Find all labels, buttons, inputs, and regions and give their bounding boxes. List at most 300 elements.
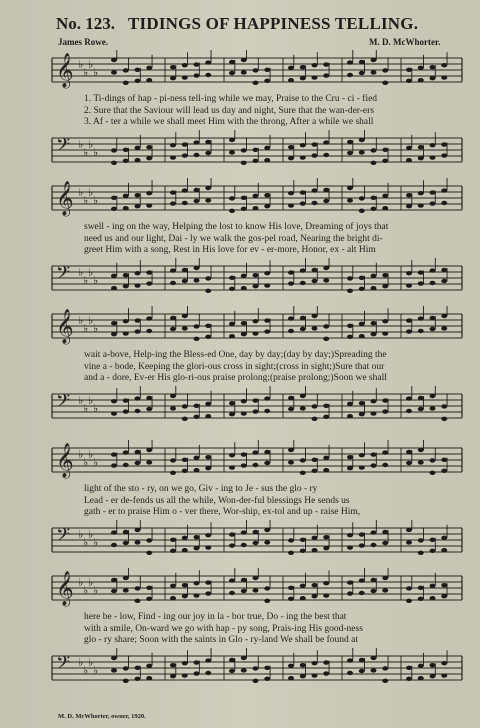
note-head — [170, 406, 176, 410]
note-head — [241, 656, 247, 660]
note-head — [406, 666, 412, 670]
note-head — [288, 664, 294, 668]
note-head — [441, 326, 447, 330]
note-head — [111, 58, 117, 62]
note-head — [347, 466, 353, 470]
note-head — [253, 159, 259, 163]
note-head — [253, 450, 259, 454]
note-head — [288, 191, 294, 195]
note-head — [135, 409, 141, 413]
note-head — [288, 156, 294, 160]
treble-staff-4 — [50, 440, 464, 482]
note-head — [359, 196, 365, 200]
flat-sign-icon: ♭ — [88, 314, 94, 327]
note-head — [418, 586, 424, 590]
note-head — [418, 281, 424, 285]
lyrics-system-2 — [84, 222, 388, 257]
note-head — [406, 146, 412, 150]
note-head — [347, 402, 353, 406]
note-head — [123, 541, 129, 545]
note-head — [264, 146, 270, 150]
note-head — [170, 190, 176, 194]
note-head — [205, 140, 211, 144]
note-head — [170, 316, 176, 320]
note-head — [347, 324, 353, 328]
note-head — [229, 138, 235, 142]
note-head — [123, 206, 129, 210]
note-head — [371, 70, 377, 74]
note-head — [312, 404, 318, 408]
note-head — [382, 194, 388, 198]
note-head — [229, 669, 235, 673]
note-head — [430, 596, 436, 600]
note-head — [194, 535, 200, 539]
note-head — [312, 326, 318, 330]
note-head — [359, 138, 365, 142]
note-head — [264, 193, 270, 197]
note-head — [194, 73, 200, 77]
note-head — [359, 591, 365, 595]
note-head — [229, 196, 235, 200]
note-head — [347, 335, 353, 339]
note-head — [182, 188, 188, 192]
bass-staff-2 — [50, 258, 464, 300]
note-head — [406, 193, 412, 197]
note-head — [382, 159, 388, 163]
note-head — [359, 209, 365, 213]
note-head — [229, 150, 235, 154]
note-head — [312, 75, 318, 79]
note-head — [264, 204, 270, 208]
note-head — [146, 66, 152, 70]
treble-clef-icon: 𝄞 — [56, 181, 74, 216]
lyric-verse-3: gath - er to praise Him o - ver there, Wor-ship, ex-tol and up - raise Him, — [84, 507, 361, 517]
note-head — [323, 404, 329, 408]
note-head — [253, 319, 259, 323]
note-head — [111, 656, 117, 660]
note-head — [418, 664, 424, 668]
note-head — [430, 76, 436, 80]
note-head — [347, 414, 353, 418]
note-head — [406, 409, 412, 413]
note-head — [359, 453, 365, 457]
flat-sign-icon: ♭ — [88, 576, 94, 589]
note-head — [205, 60, 211, 64]
note-head — [229, 401, 235, 405]
note-head — [182, 153, 188, 157]
treble-staff-2 — [50, 178, 464, 220]
note-head — [205, 324, 211, 328]
note-head — [406, 461, 412, 465]
note-head — [253, 576, 259, 580]
note-head — [241, 286, 247, 290]
note-head — [264, 540, 270, 544]
note-head — [111, 321, 117, 325]
note-head — [170, 143, 176, 147]
note-head — [135, 204, 141, 208]
note-head — [182, 268, 188, 272]
flat-sign-icon: ♭ — [88, 656, 94, 669]
note-head — [111, 161, 117, 165]
note-head — [264, 450, 270, 454]
treble-staff-1 — [50, 50, 464, 92]
lyric-verse-1: wait a-bove, Help-ing the Bless-ed One, day by day;(day by day;)Spreading the — [84, 350, 387, 360]
flat-sign-icon: ♭ — [93, 322, 99, 335]
note-head — [441, 188, 447, 192]
flat-sign-icon: ♭ — [88, 266, 94, 279]
lyrics-system-3 — [84, 350, 387, 385]
note-head — [359, 465, 365, 469]
note-head — [323, 456, 329, 460]
note-head — [323, 266, 329, 270]
note-head — [253, 68, 259, 72]
note-head — [347, 545, 353, 549]
bass-staff-4 — [50, 520, 464, 562]
note-head — [300, 674, 306, 678]
note-head — [382, 409, 388, 413]
note-head — [323, 324, 329, 328]
bass-clef-icon: 𝄢 — [56, 525, 71, 550]
note-head — [288, 203, 294, 207]
note-head — [182, 279, 188, 283]
note-head — [111, 399, 117, 403]
note-head — [300, 406, 306, 410]
note-head — [205, 414, 211, 418]
note-head — [323, 278, 329, 282]
note-head — [288, 329, 294, 333]
note-head — [382, 284, 388, 288]
treble-clef-icon: 𝄞 — [56, 443, 74, 478]
note-head — [241, 543, 247, 547]
note-head — [430, 584, 436, 588]
flat-sign-icon: ♭ — [93, 536, 99, 549]
note-head — [123, 159, 129, 163]
flat-sign-icon: ♭ — [93, 146, 99, 159]
flat-sign-icon: ♭ — [78, 186, 84, 199]
lyric-verse-2: need us and our light, Dai - ly we walk the gos-pel road, Nearing the bright di- — [84, 233, 383, 244]
note-head — [135, 193, 141, 197]
copyright-footer: M. D. McWhorter, owner, 1920. — [58, 713, 146, 720]
flat-sign-icon: ♭ — [78, 448, 84, 461]
lyric-verse-2: vine a - bode, Keeping the glori-ous cross in sight;(cross in sight;)Sure that our — [84, 361, 385, 372]
note-head — [253, 463, 259, 467]
note-head — [194, 581, 200, 585]
note-head — [441, 314, 447, 318]
note-head — [253, 409, 259, 413]
note-head — [430, 458, 436, 462]
note-head — [418, 191, 424, 195]
note-head — [123, 576, 129, 580]
note-head — [371, 148, 377, 152]
note-head — [194, 456, 200, 460]
note-head — [300, 327, 306, 331]
note-head — [205, 186, 211, 190]
note-head — [123, 284, 129, 288]
flat-sign-icon: ♭ — [88, 138, 94, 151]
note-head — [418, 597, 424, 601]
flat-sign-icon: ♭ — [93, 456, 99, 469]
note-head — [312, 458, 318, 462]
note-head — [170, 549, 176, 553]
flat-sign-icon: ♭ — [83, 322, 89, 335]
note-head — [347, 151, 353, 155]
note-head — [430, 155, 436, 159]
note-head — [170, 281, 176, 285]
note-head — [111, 274, 117, 278]
note-head — [359, 412, 365, 416]
note-head — [382, 588, 388, 592]
note-head — [418, 156, 424, 160]
note-head — [146, 448, 152, 452]
note-head — [300, 538, 306, 542]
note-head — [418, 407, 424, 411]
note-head — [264, 528, 270, 532]
flat-sign-icon: ♭ — [78, 266, 84, 279]
flat-sign-icon: ♭ — [83, 274, 89, 287]
note-head — [371, 530, 377, 534]
note-head — [300, 281, 306, 285]
note-head — [205, 335, 211, 339]
note-head — [312, 417, 318, 421]
note-head — [241, 399, 247, 403]
note-head — [371, 196, 377, 200]
note-head — [371, 321, 377, 325]
note-head — [441, 201, 447, 205]
note-head — [300, 458, 306, 462]
note-head — [359, 60, 365, 64]
note-head — [111, 332, 117, 336]
note-head — [300, 65, 306, 69]
note-head — [312, 536, 318, 540]
bass-clef-icon: 𝄢 — [56, 263, 71, 288]
note-head — [418, 78, 424, 82]
flat-sign-icon: ♭ — [88, 528, 94, 541]
note-head — [182, 63, 188, 67]
note-head — [264, 461, 270, 465]
note-head — [430, 190, 436, 194]
note-head — [323, 62, 329, 66]
note-head — [182, 548, 188, 552]
note-head — [194, 188, 200, 192]
note-head — [135, 396, 141, 400]
note-head — [253, 588, 259, 592]
note-head — [371, 578, 377, 582]
flat-sign-icon: ♭ — [83, 146, 89, 159]
note-head — [146, 78, 152, 82]
note-head — [441, 458, 447, 462]
note-head — [229, 209, 235, 213]
note-head — [111, 463, 117, 467]
flat-sign-icon: ♭ — [93, 584, 99, 597]
note-head — [382, 206, 388, 210]
note-head — [359, 543, 365, 547]
note-head — [300, 316, 306, 320]
note-head — [194, 278, 200, 282]
note-head — [146, 281, 152, 285]
note-head — [182, 201, 188, 205]
note-head — [182, 536, 188, 540]
note-head — [194, 199, 200, 203]
note-head — [312, 469, 318, 473]
note-head — [441, 142, 447, 146]
note-head — [229, 578, 235, 582]
note-head — [430, 394, 436, 398]
note-head — [253, 284, 259, 288]
flat-sign-icon: ♭ — [78, 394, 84, 407]
note-head — [205, 289, 211, 293]
note-head — [123, 588, 129, 592]
note-head — [135, 599, 141, 603]
note-head — [194, 337, 200, 341]
note-head — [441, 268, 447, 272]
note-head — [123, 319, 129, 323]
note-head — [347, 533, 353, 537]
note-head — [323, 535, 329, 539]
note-head — [288, 460, 294, 464]
note-head — [288, 396, 294, 400]
note-head — [323, 199, 329, 203]
note-head — [347, 73, 353, 77]
note-head — [135, 146, 141, 150]
note-head — [170, 394, 176, 398]
note-head — [146, 316, 152, 320]
note-head — [229, 334, 235, 338]
note-head — [418, 270, 424, 274]
flat-sign-icon: ♭ — [93, 274, 99, 287]
note-head — [123, 273, 129, 277]
flat-sign-icon: ♭ — [83, 664, 89, 677]
note-head — [205, 73, 211, 77]
note-head — [418, 316, 424, 320]
note-head — [264, 283, 270, 287]
lyric-verse-2: with a smile, On-ward we go with hap - py song, Prais-ing His good-ness — [84, 623, 363, 634]
note-head — [194, 153, 200, 157]
note-head — [300, 596, 306, 600]
note-head — [430, 406, 436, 410]
note-head — [406, 68, 412, 72]
note-head — [371, 399, 377, 403]
note-head — [170, 201, 176, 205]
flat-sign-icon: ♭ — [88, 186, 94, 199]
note-head — [194, 404, 200, 408]
note-head — [264, 666, 270, 670]
note-head — [170, 674, 176, 678]
note-head — [264, 68, 270, 72]
note-head — [418, 396, 424, 400]
note-head — [288, 270, 294, 274]
treble-clef-icon: 𝄞 — [56, 53, 74, 88]
note-head — [146, 664, 152, 668]
note-head — [146, 156, 152, 160]
note-head — [123, 68, 129, 72]
note-head — [300, 394, 306, 398]
note-head — [182, 142, 188, 146]
note-head — [170, 596, 176, 600]
note-head — [205, 151, 211, 155]
lyric-verse-1: 1. Ti-dings of hap - pi-ness tell-ing while we may, Praise to the Cru - ci - fied — [84, 94, 378, 104]
note-head — [194, 140, 200, 144]
flat-sign-icon: ♭ — [88, 394, 94, 407]
note-head — [359, 276, 365, 280]
note-head — [406, 204, 412, 208]
note-head — [406, 528, 412, 532]
note-head — [135, 528, 141, 532]
note-head — [146, 396, 152, 400]
note-head — [264, 271, 270, 275]
note-head — [135, 68, 141, 72]
note-head — [170, 65, 176, 69]
note-head — [241, 452, 247, 456]
lyric-verse-1: light of the sto - ry, on we go, Giv - ing to Je - sus the glo - ry — [84, 484, 318, 494]
note-head — [123, 81, 129, 85]
note-head — [229, 591, 235, 595]
note-head — [371, 332, 377, 336]
note-head — [111, 530, 117, 534]
note-head — [406, 396, 412, 400]
note-head — [205, 533, 211, 537]
flat-sign-icon: ♭ — [83, 536, 89, 549]
note-head — [382, 679, 388, 683]
flat-sign-icon: ♭ — [78, 58, 84, 71]
flat-sign-icon: ♭ — [83, 584, 89, 597]
bass-staff-5 — [50, 648, 464, 690]
note-head — [312, 188, 318, 192]
note-head — [194, 62, 200, 66]
note-head — [347, 455, 353, 459]
note-head — [229, 287, 235, 291]
note-head — [182, 404, 188, 408]
note-head — [170, 538, 176, 542]
note-head — [205, 658, 211, 662]
note-head — [406, 79, 412, 83]
note-head — [371, 58, 377, 62]
note-head — [382, 68, 388, 72]
note-head — [300, 663, 306, 667]
note-head — [430, 281, 436, 285]
note-head — [241, 589, 247, 593]
note-head — [146, 203, 152, 207]
flat-sign-icon: ♭ — [78, 576, 84, 589]
note-head — [264, 599, 270, 603]
note-head — [430, 201, 436, 205]
note-head — [146, 329, 152, 333]
note-head — [441, 661, 447, 665]
note-head — [264, 586, 270, 590]
flat-sign-icon: ♭ — [83, 194, 89, 207]
treble-clef-icon: 𝄞 — [56, 309, 74, 344]
note-head — [194, 324, 200, 328]
note-head — [229, 658, 235, 662]
lyric-verse-1: swell - ing on the way, Helping the lost to know His love, Dreaming of joys that — [84, 222, 389, 232]
note-head — [300, 549, 306, 553]
note-head — [135, 158, 141, 162]
note-head — [229, 532, 235, 536]
note-head — [382, 541, 388, 545]
note-head — [300, 471, 306, 475]
note-head — [264, 79, 270, 83]
flat-sign-icon: ♭ — [88, 58, 94, 71]
note-head — [194, 660, 200, 664]
note-head — [382, 81, 388, 85]
note-head — [241, 321, 247, 325]
note-head — [170, 584, 176, 588]
note-head — [418, 460, 424, 464]
note-head — [135, 318, 141, 322]
note-head — [371, 589, 377, 593]
note-head — [194, 468, 200, 472]
note-head — [323, 337, 329, 341]
note-head — [111, 196, 117, 200]
